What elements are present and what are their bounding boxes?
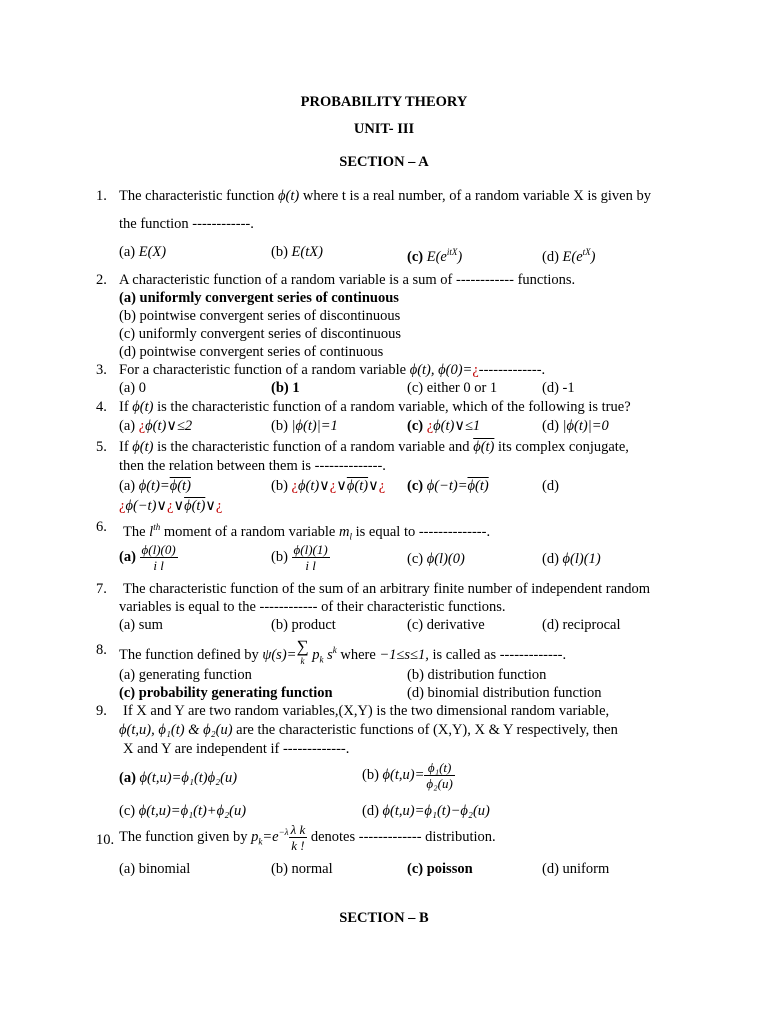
option-c-answer: (c) poisson: [407, 861, 473, 877]
option-c: (c) ϕ(l)(0): [407, 551, 465, 567]
question-1-line2: the function ------------.: [119, 216, 254, 232]
question-number: 3.: [96, 362, 107, 378]
question-text: The characteristic function: [119, 188, 275, 204]
question-6-text: The $l^{th}$ moment of a random variable $m_l$ is equal to --------------.: [123, 522, 491, 542]
option-a: (a) 0: [119, 380, 146, 396]
math-expression: ψ(s)=: [262, 646, 297, 663]
option-a: (a) ¿ϕ(t)∨≤2: [119, 418, 193, 434]
question-9-line3: X and Y are independent if -------------.: [123, 741, 350, 757]
option-d: (d) uniform: [542, 861, 610, 877]
question-number: 7.: [96, 581, 107, 597]
math-expression: |ϕ(t)|=1: [291, 418, 338, 434]
option-a: (a) sum: [119, 617, 163, 633]
question-number: 6.: [96, 519, 107, 535]
option-c: (c) ϕ(t,u)=ϕ₁(t)+ϕ₂(u): [119, 803, 247, 819]
question-10-text: The function given by $p_k=e^{-\lambda}$ $\frac{\text{λ k}}{k !}$ denotes ------------- distribution.: [119, 822, 496, 853]
option-d: (d) ϕ(l)(1): [542, 551, 601, 567]
math-expression: ϕ(t)=: [138, 478, 170, 494]
math-expression: ϕ(t): [473, 439, 495, 455]
math-expression: $E(e^{tX})$: [562, 247, 596, 265]
unit-heading: UNIT- III: [353, 121, 415, 137]
option-b: (b) pointwise convergent series of discontinuous: [119, 308, 401, 324]
math-expression: ϕ(t,u)=ϕ₁(t)ϕ₂(u): [139, 770, 238, 786]
question-number: 9.: [96, 703, 107, 719]
option-d: (d) |ϕ(t)|=0: [542, 418, 609, 434]
option-a-answer: (a) ϕ(t,u)=ϕ₁(t)ϕ₂(u): [119, 770, 238, 786]
option-label: (a): [119, 244, 136, 260]
math-expression: ϕ(t,u)=ϕ₁(t)−ϕ₂(u): [382, 803, 490, 819]
option-label: (d): [542, 248, 559, 265]
option-d: [542, 243, 596, 266]
fraction: $\frac{\text{ϕ₁(t)}}{\text{ϕ₂(u)}}$: [426, 760, 453, 791]
question-9-line2: ϕ(t,u), ϕ₁(t) & ϕ₂(u) are the characteristic functions of (X,Y), X & Y respectively, then: [119, 722, 618, 738]
question-7-line2: variables is equal to the ------------ of their characteristic functions.: [119, 599, 506, 615]
section-a-heading: SECTION – A: [339, 154, 429, 170]
question-8-text: The function defined by ψ(s)=∑ k $p_k$ $s^k$ where −1≤s≤1, is called as -------------.: [119, 637, 567, 666]
paper-title: PROBABILITY THEORY: [300, 94, 468, 110]
option-d: (d) reciprocal: [542, 617, 621, 633]
option-b: (b) product: [271, 617, 336, 633]
math-expression: ϕ(t), ϕ(0)=: [409, 362, 473, 378]
option-b-answer: (b) 1: [271, 380, 300, 396]
option-d: (d): [542, 478, 559, 494]
option-c-answer: (c) probability generating function: [119, 685, 333, 701]
question-2-text: A characteristic function of a random variable is a sum of ------------ functions.: [119, 272, 576, 288]
fraction: $\frac{\phi(l)(0)}{\text{i l}}$: [141, 542, 176, 573]
option-a: (a) generating function: [119, 667, 252, 683]
option-label: (c): [407, 248, 424, 265]
option-a: [119, 243, 166, 261]
option-b: (b) normal: [271, 861, 333, 877]
option-a-answer: (a) ϕ(t)=ϕ(t): [119, 478, 191, 494]
question-number: 10.: [96, 832, 115, 848]
option-c-answer: [407, 243, 462, 266]
math-expression: E(X): [138, 244, 167, 260]
option-d: (d) ϕ(t,u)=ϕ₁(t)−ϕ₂(u): [362, 803, 490, 819]
math-expression: ϕ(−t)=: [426, 478, 468, 494]
option-c: (c) derivative: [407, 617, 485, 633]
option-c: (c) either 0 or 1: [407, 380, 498, 396]
question-4-text: If ϕ(t) is the characteristic function of a random variable, which of the following is true?: [119, 399, 631, 415]
question-number: 2.: [96, 272, 107, 288]
math-expression: ϕ(l)(1): [562, 551, 601, 567]
option-d: (d) -1: [542, 380, 575, 396]
question-1: [96, 187, 107, 205]
math-expression: $E(e^{itX})$: [426, 247, 463, 265]
section-b-heading: SECTION – B: [339, 910, 429, 926]
math-expression: E(tX): [291, 244, 323, 260]
option-c: (c) uniformly convergent series of discontinuous: [119, 326, 402, 342]
option-b: (b) ¿ϕ(t)∨¿∨ϕ(t)∨¿: [271, 478, 386, 494]
option-b: (b) distribution function: [407, 667, 547, 683]
option-b: (b) $\frac{\phi(l)(1)}{\text{i l}}$: [271, 542, 328, 573]
math-expression: |ϕ(t)|=0: [562, 418, 609, 434]
option-b: (b) |ϕ(t)|=1: [271, 418, 338, 434]
option-d-expression: ¿ϕ(−t)∨¿∨ϕ(t)∨¿: [119, 498, 223, 514]
option-a-answer: (a) uniformly convergent series of continuous: [119, 290, 399, 306]
question-number: 4.: [96, 399, 107, 415]
math-glyph: ¿: [472, 362, 479, 378]
question-9-line1: If X and Y are two random variables,(X,Y) is the two dimensional random variable,: [123, 703, 610, 719]
option-d: (d) binomial distribution function: [407, 685, 602, 701]
question-3-text: For a characteristic function of a random variable ϕ(t), ϕ(0)=¿-------------.: [119, 362, 546, 378]
math-expression: ϕ(t)∨≤2: [145, 418, 193, 434]
option-d: (d) pointwise convergent series of continuous: [119, 344, 384, 360]
question-5-line2: then the relation between them is --------------.: [119, 458, 386, 474]
option-a-answer: (a) $\frac{\phi(l)(0)}{\text{i l}}$: [119, 542, 176, 573]
option-c-answer: (c) ¿ϕ(t)∨≤1: [407, 418, 481, 434]
math-expression: ϕ(t): [132, 439, 154, 455]
question-7-line1: The characteristic function of the sum of an arbitrary finite number of independent random: [123, 581, 651, 597]
math-expression: ϕ(t): [278, 188, 300, 204]
question-number: 8.: [96, 642, 107, 658]
option-b: (b) ϕ(t,u)= $\frac{\text{ϕ₁(t)}}{\text{ϕ₂(u)}}$: [362, 760, 453, 791]
math-expression: ϕ(l)(0): [426, 551, 465, 567]
fraction: $\frac{\phi(l)(1)}{\text{i l}}$: [293, 542, 328, 573]
option-a: (a) binomial: [119, 861, 191, 877]
math-expression: ϕ(t,u), ϕ₁(t) & ϕ₂(u): [119, 722, 233, 738]
option-label: (b): [271, 244, 288, 260]
option-b: [271, 243, 323, 261]
math-expression: ϕ(t,u)=ϕ₁(t)+ϕ₂(u): [138, 803, 247, 819]
question-1-line1: [119, 187, 651, 205]
question-number: 5.: [96, 439, 107, 455]
question-number: 1.: [96, 188, 107, 204]
math-expression: ϕ(t): [132, 399, 154, 415]
option-c: (c) ϕ(−t)=ϕ(t): [407, 478, 489, 494]
fraction: $\frac{\text{λ k}}{k !}$: [290, 822, 306, 853]
question-text: where t is a real number, of a random variable X is given by: [302, 188, 651, 204]
math-expression: ϕ(t)∨≤1: [433, 418, 481, 434]
question-5-line1: If ϕ(t) is the characteristic function of a random variable and ϕ(t) its complex conjugate,: [119, 439, 629, 455]
